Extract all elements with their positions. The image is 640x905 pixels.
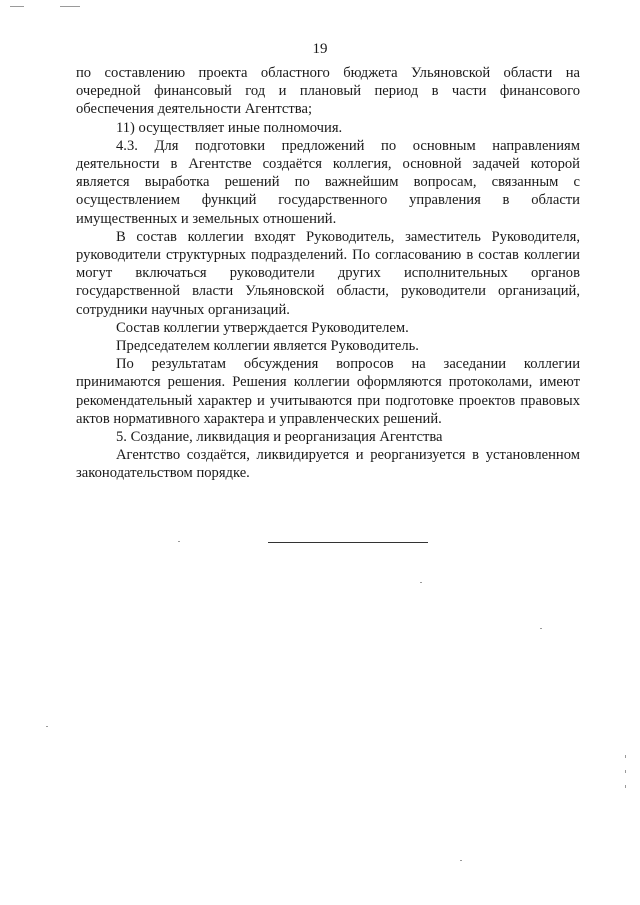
paragraph-item-11: 11) осуществляет иные полномочия. xyxy=(116,119,343,136)
paragraph-collegium-decisions: По результатам обсуждения вопросов на заседании коллегии принимаются решения. Решения коллегии оформляются протоколами, имеют рекомендательный характер и учитываются при подготовке проектов правовых актов нормативного характера и управленческих решений. xyxy=(76,356,580,427)
paragraph-collegium-chair: Председателем коллегии является Руководитель. xyxy=(116,338,419,355)
page-number: 19 xyxy=(312,41,328,57)
paragraph-collegium-membership: В состав коллегии входят Руководитель, заместитель Руководителя, руководители структурных подразделений. По согласованию в состав коллегии могут включаться руководители других исполнительных органов государственной власти Ульяновской области, руководители организаций, сотрудники научных организаций. xyxy=(76,228,580,318)
scan-speck xyxy=(60,6,80,7)
paragraph-4-3-collegium: 4.3. Для подготовки предложений по основным направлениям деятельности в Агентстве создаётся коллегия, основной задачей которой является выработка решений по важнейшим вопросам, связанным с осуществлением функций государственного управления в области имущественных и земельных отношений. xyxy=(76,137,580,227)
scan-speck xyxy=(625,770,626,773)
scan-speck xyxy=(178,541,180,542)
scan-speck xyxy=(460,860,462,861)
paragraph-agency-creation: Агентство создаётся, ликвидируется и реорганизуется в установленном законодательством порядке. xyxy=(76,447,580,482)
document-body xyxy=(76,64,580,483)
scan-speck xyxy=(625,755,626,758)
scan-speck xyxy=(625,785,626,788)
section-5-heading: 5. Создание, ликвидация и реорганизация Агентства xyxy=(116,429,443,446)
scan-speck xyxy=(46,726,48,727)
paragraph-budget-continuation: по составлению проекта областного бюджета Ульяновской области на очередной финансовый год и плановый период в части финансового обеспечения деятельности Агентства; xyxy=(76,65,580,118)
scan-speck xyxy=(420,582,422,583)
paragraph-collegium-approval: Состав коллегии утверждается Руководителем. xyxy=(116,319,409,336)
scan-speck xyxy=(540,628,542,629)
end-of-text-rule xyxy=(268,542,428,543)
scan-speck xyxy=(10,6,24,7)
